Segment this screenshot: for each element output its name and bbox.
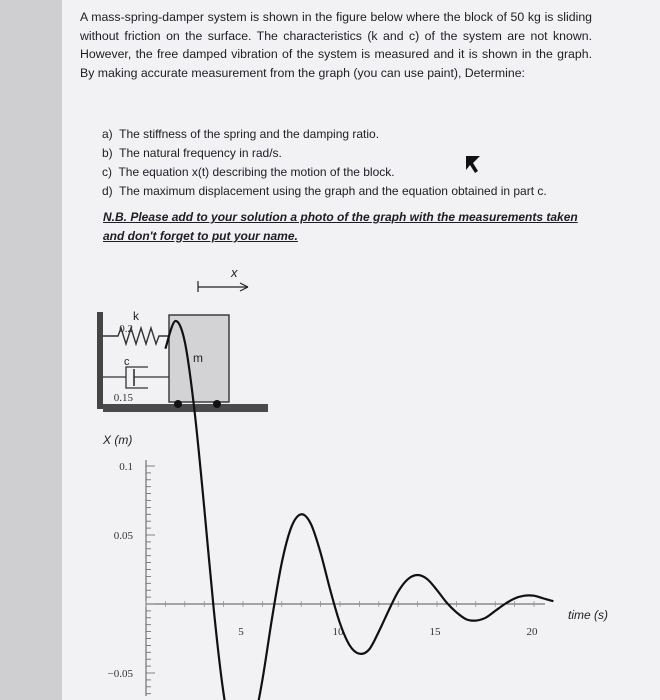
damper: [103, 367, 169, 388]
y-tick-label: 0.1: [119, 461, 133, 473]
y-tick-label: 0.15: [113, 392, 133, 404]
submission-note: N.B. Please add to your solution a photo of the graph with the measurements taken and don't forget to put your name.: [103, 210, 578, 243]
x-tick-label: 20: [526, 626, 538, 638]
question-a: a) The stiffness of the spring and the damping ratio.: [102, 127, 380, 141]
fixed-wall: [97, 312, 103, 409]
x-tick-label: 10: [332, 626, 344, 638]
x-axis-label: time (s): [568, 608, 608, 622]
spring-label: k: [133, 309, 139, 323]
wheel-right: [213, 400, 221, 408]
x-tick-label: 15: [429, 626, 441, 638]
displacement-label: x: [231, 265, 238, 280]
question-d: d) The maximum displacement using the graph and the equation obtained in part c.: [102, 184, 547, 198]
question-c: c) The equation x(t) describing the motion of the block.: [102, 165, 395, 179]
ground-surface: [103, 404, 268, 412]
mouse-cursor-icon: [466, 156, 480, 173]
problem-intro: A mass-spring-damper system is shown in the figure below where the block of 50 kg is sliding without friction on the surface. The characteristics (k and c) of the system are not known. However, the free damped vibration of the system is measured and it is shown in the graph. By making accurate measurement from the graph (you can use paint), Determine:: [80, 10, 592, 80]
y-axis-label: X (m): [103, 433, 133, 447]
wheel-left: [174, 400, 182, 408]
x-tick-label: 5: [238, 626, 244, 638]
y-tick-label: −0.05: [107, 668, 133, 680]
mass-label: m: [193, 351, 203, 365]
y-tick-label: 0.05: [113, 530, 133, 542]
displacement-arrow: [198, 281, 248, 292]
spring: [103, 328, 169, 344]
question-b: b) The natural frequency in rad/s.: [102, 146, 282, 160]
y-tick-label: 0.2: [119, 323, 133, 335]
damper-label: c: [124, 356, 130, 368]
